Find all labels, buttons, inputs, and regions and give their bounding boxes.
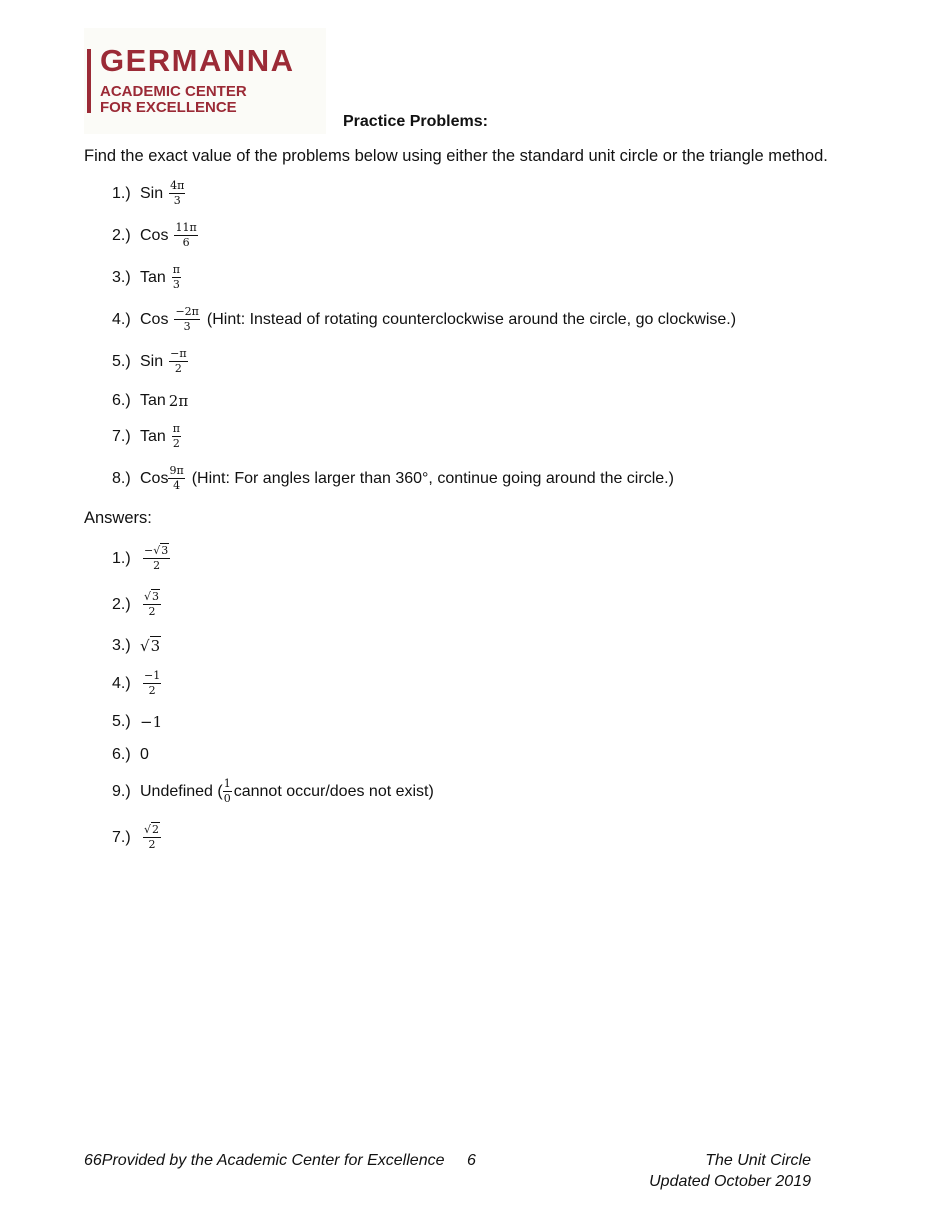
fraction-denominator: 2 bbox=[174, 362, 182, 375]
answer-7 bbox=[112, 824, 164, 851]
problem-fraction bbox=[174, 222, 197, 249]
answer-number: 2.) bbox=[112, 595, 131, 613]
radicand: 3 bbox=[152, 590, 160, 603]
radicand: 3 bbox=[161, 544, 169, 557]
problem-number: 1.) bbox=[112, 184, 131, 202]
answer-number: 4.) bbox=[112, 674, 131, 692]
logo-bar bbox=[87, 49, 91, 113]
answer-fraction bbox=[143, 545, 170, 572]
answer-number: 1.) bbox=[112, 549, 131, 567]
problem-function: Sin bbox=[140, 184, 164, 202]
answer-text-before: Undefined ( bbox=[140, 782, 223, 800]
problem-function: Cos bbox=[140, 469, 169, 487]
problem-number: 3.) bbox=[112, 268, 131, 286]
fraction-numerator: 4π bbox=[170, 179, 185, 192]
problem-number: 2.) bbox=[112, 226, 131, 244]
answer-fraction bbox=[143, 824, 161, 851]
problem-fraction bbox=[172, 264, 181, 291]
fraction-denominator: 2 bbox=[148, 605, 156, 618]
problem-fraction bbox=[168, 465, 184, 492]
fraction-denominator: 3 bbox=[173, 194, 181, 207]
footer-left bbox=[84, 1152, 476, 1170]
problem-function: Sin bbox=[140, 352, 164, 370]
fraction-denominator: 2 bbox=[153, 559, 161, 572]
logo bbox=[84, 28, 326, 134]
fraction-denominator: 0 bbox=[223, 792, 231, 805]
fraction-numerator: 1 bbox=[223, 777, 231, 790]
answer-number: 9.) bbox=[112, 782, 131, 800]
fraction-numerator: −2π bbox=[175, 305, 199, 318]
answer-number: 5.) bbox=[112, 713, 131, 730]
problem-hint: (Hint: Instead of rotating counterclockwise around the circle, go clockwise.) bbox=[206, 310, 737, 328]
problem-2 bbox=[112, 222, 201, 249]
fraction-denominator: 4 bbox=[173, 479, 181, 492]
answer-text-after: cannot occur/does not exist) bbox=[233, 782, 434, 800]
problem-8 bbox=[112, 465, 674, 492]
fraction-denominator: 6 bbox=[182, 236, 190, 249]
fraction-numerator bbox=[143, 824, 161, 838]
problem-4 bbox=[112, 306, 736, 333]
problem-function: Tan bbox=[140, 427, 166, 445]
radicand: 2 bbox=[152, 823, 160, 836]
problem-number: 6.) bbox=[112, 392, 131, 409]
fraction-numerator bbox=[143, 591, 161, 605]
answer-2 bbox=[112, 591, 164, 618]
problem-number: 4.) bbox=[112, 310, 131, 328]
radicand: 3 bbox=[150, 637, 161, 655]
answer-value: 0 bbox=[140, 746, 149, 763]
answer-number: 6.) bbox=[112, 746, 131, 763]
problem-number: 8.) bbox=[112, 469, 131, 487]
problem-expression: 2π bbox=[168, 392, 189, 410]
answer-value: −1 bbox=[140, 713, 163, 731]
fraction-numerator: π bbox=[172, 422, 181, 435]
page-heading: Practice Problems: bbox=[343, 113, 488, 130]
instructions: Find the exact value of the problems below using either the standard unit circle or the triangle method. bbox=[84, 147, 828, 165]
problem-function: Cos bbox=[140, 226, 169, 244]
answer-number: 3.) bbox=[112, 637, 131, 654]
footer-updated-date: Updated October 2019 bbox=[649, 1173, 811, 1190]
fraction-denominator: 2 bbox=[148, 684, 156, 697]
problem-7 bbox=[112, 423, 184, 450]
problem-1 bbox=[112, 180, 188, 207]
sqrt-symbol: √3 bbox=[153, 544, 169, 557]
logo-line-1: ACADEMIC CENTER bbox=[100, 83, 247, 100]
answer-4 bbox=[112, 670, 164, 697]
fraction-numerator: −1 bbox=[144, 669, 161, 682]
problem-function: Tan bbox=[140, 392, 166, 409]
footer-page-number: 6 bbox=[466, 1152, 476, 1169]
problem-number: 7.) bbox=[112, 427, 131, 445]
answer-3 bbox=[112, 637, 161, 655]
answer-undefined bbox=[112, 778, 434, 805]
fraction-numerator: 11π bbox=[175, 221, 197, 234]
sqrt-symbol: √3 bbox=[144, 590, 160, 603]
fraction-denominator: 2 bbox=[172, 437, 180, 450]
problem-5 bbox=[112, 348, 191, 375]
sqrt-symbol: √2 bbox=[144, 823, 160, 836]
answer-fraction bbox=[143, 670, 161, 697]
problem-fraction bbox=[169, 348, 187, 375]
fraction-denominator: 3 bbox=[172, 278, 180, 291]
problem-function: Cos bbox=[140, 310, 169, 328]
problem-fraction bbox=[172, 423, 181, 450]
problem-function: Tan bbox=[140, 268, 166, 286]
logo-subtitle bbox=[100, 84, 247, 116]
fraction-denominator: 3 bbox=[183, 320, 191, 333]
answer-fraction bbox=[223, 778, 232, 805]
problem-fraction bbox=[174, 306, 199, 333]
footer-provider: 66Provided by the Academic Center for Excellence bbox=[84, 1152, 445, 1169]
answer-number: 7.) bbox=[112, 828, 131, 846]
problem-3 bbox=[112, 264, 184, 291]
answer-fraction bbox=[143, 591, 161, 618]
problem-hint: (Hint: For angles larger than 360°, continue going around the circle.) bbox=[191, 469, 674, 487]
minus-sign: − bbox=[144, 544, 154, 557]
sqrt-symbol: √3 bbox=[140, 637, 161, 655]
answer-5 bbox=[112, 713, 162, 731]
logo-title: GERMANNA bbox=[100, 43, 295, 78]
answer-1 bbox=[112, 545, 173, 572]
problem-number: 5.) bbox=[112, 352, 131, 370]
fraction-denominator: 2 bbox=[148, 838, 156, 851]
footer-doc-title: The Unit Circle bbox=[705, 1152, 811, 1169]
problem-fraction bbox=[169, 180, 185, 207]
problem-6 bbox=[112, 392, 188, 410]
fraction-numerator bbox=[143, 545, 170, 559]
fraction-numerator: 9π bbox=[169, 464, 184, 477]
footer-right bbox=[649, 1152, 811, 1191]
answers-label: Answers: bbox=[84, 509, 152, 527]
fraction-numerator: π bbox=[172, 263, 181, 276]
fraction-numerator: −π bbox=[170, 347, 187, 360]
logo-line-2: FOR EXCELLENCE bbox=[100, 99, 237, 116]
answer-6 bbox=[112, 746, 149, 764]
